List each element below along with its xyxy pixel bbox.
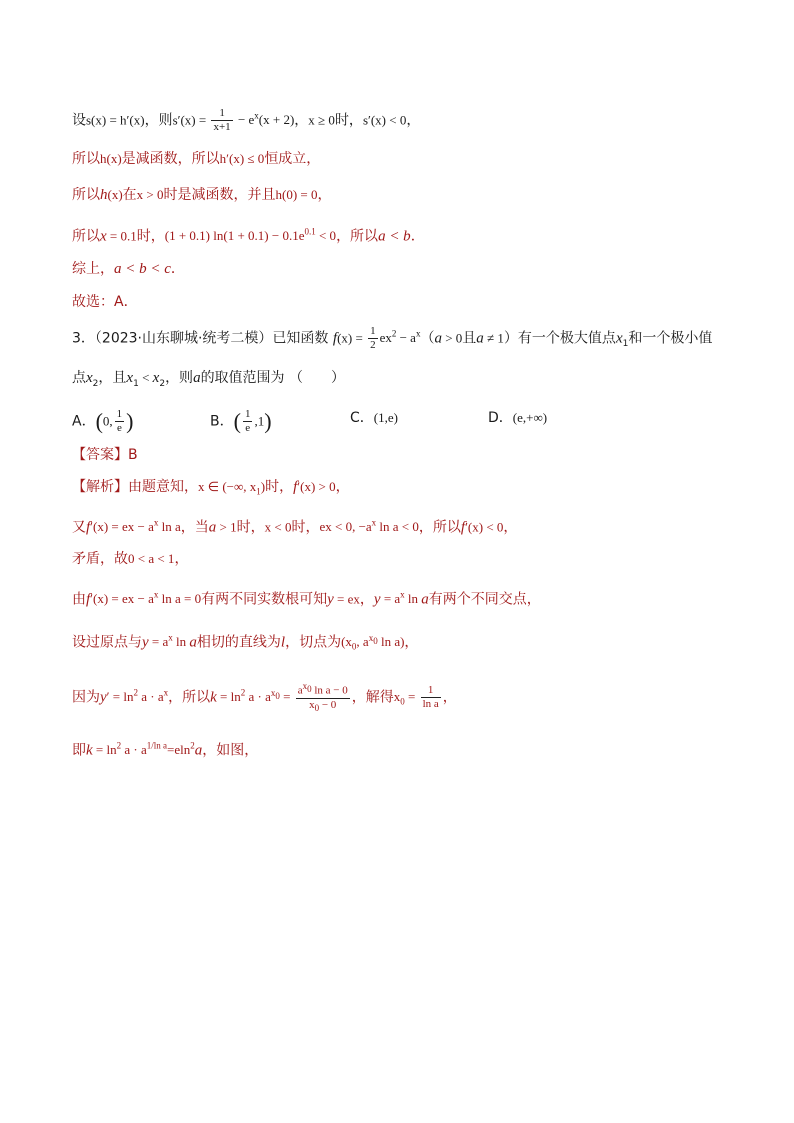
fraction: $\frac{1}{2}$ <box>370 324 376 351</box>
text-line: 故选：A． <box>72 294 138 310</box>
question-stem: 3．（2023·山东聊城·统考二模）已知函数 f(x) = $\frac{1}{2}$ $ex^2 - a^x(a > 0$且a ≠ 1）有一个极大值点$x_1$和一个极小值 <box>72 324 713 351</box>
text-line: 由f′(x) = ex − $a^x$ ln a = 0有两不同实数根可知y = ex，$y = a^x$ ln a有两个不同交点， <box>72 590 541 608</box>
option-b: B．( $\frac{1}{e}$ ,1) <box>210 408 272 434</box>
option-c: C．(1,e) <box>350 410 398 426</box>
analysis-line: 【解析】由题意知，x ∈ (−∞, $x_1$)时，f′(x) > 0， <box>72 479 350 497</box>
text-line: 设s(x) = h′(x)，则s′(x) = $\frac{1}{x+1}$ − $e^x(x + 2)$，x ≥ 0时，s′(x) < 0， <box>72 106 421 133</box>
fraction: $\frac{1}{\text{ln a}}$ <box>422 683 439 710</box>
fraction: $\frac{1}{e}$ <box>244 408 251 434</box>
option-a: A．(0, $\frac{1}{e}$ ) <box>72 408 134 434</box>
option-d: D．(e,+∞) <box>488 410 548 426</box>
fraction: $\frac{1}{e}$ <box>116 408 123 434</box>
text-line: 所以h(x)是减函数，所以h′(x) ≤ 0恒成立， <box>72 151 321 167</box>
fraction: $\frac{1}{x+1}$ <box>213 106 231 133</box>
text-line: 综上，a < b < c． <box>72 261 185 277</box>
text-line: 所以h(x)在x > 0时是减函数，并且h(0) = 0， <box>72 187 332 203</box>
text-line: 因为$y' = \ln^2 a \cdot a^x$，所以$k = \ln^2 a \cdot a^{x_0}$ = $\frac{a^{x_0} \ln a - 0}{x_0 - 0}$ ，解得$x_0$ = $\frac{1}{\text{ln a}}$ ， <box>72 681 457 713</box>
text-line: 设过原点与$y = a^x$ ln a相切的直线为l，切点为($x_0$, $a^{x_0}$ ln a)， <box>72 633 419 652</box>
fraction: $\frac{a^{x_0} \ln a - 0}{x_0 - 0}$ <box>297 681 348 713</box>
answer-line: 【答案】B <box>72 447 138 463</box>
question-stem-cont: 点$x_2$，且$x_1 < x_2$，则a的取值范围为 （ ） <box>72 370 346 389</box>
text-line: 所以x = 0.1时，(1 + 0.1) $\ln(1 + 0.1) - 0.1e^{0.1} < 0$，所以a < b． <box>72 227 425 245</box>
text-line: 即$k = \ln^2 a \cdot a^{1/ln a}=eln^2a$，如图， <box>72 741 259 759</box>
text-line: 又f′(x) = ex − $a^x$ ln a，当a > 1时，x < 0时，ex < 0, $-a^x$ ln a < 0，所以f′(x) < 0， <box>72 518 518 536</box>
text-line: 矛盾，故0 < a < 1， <box>72 551 189 567</box>
